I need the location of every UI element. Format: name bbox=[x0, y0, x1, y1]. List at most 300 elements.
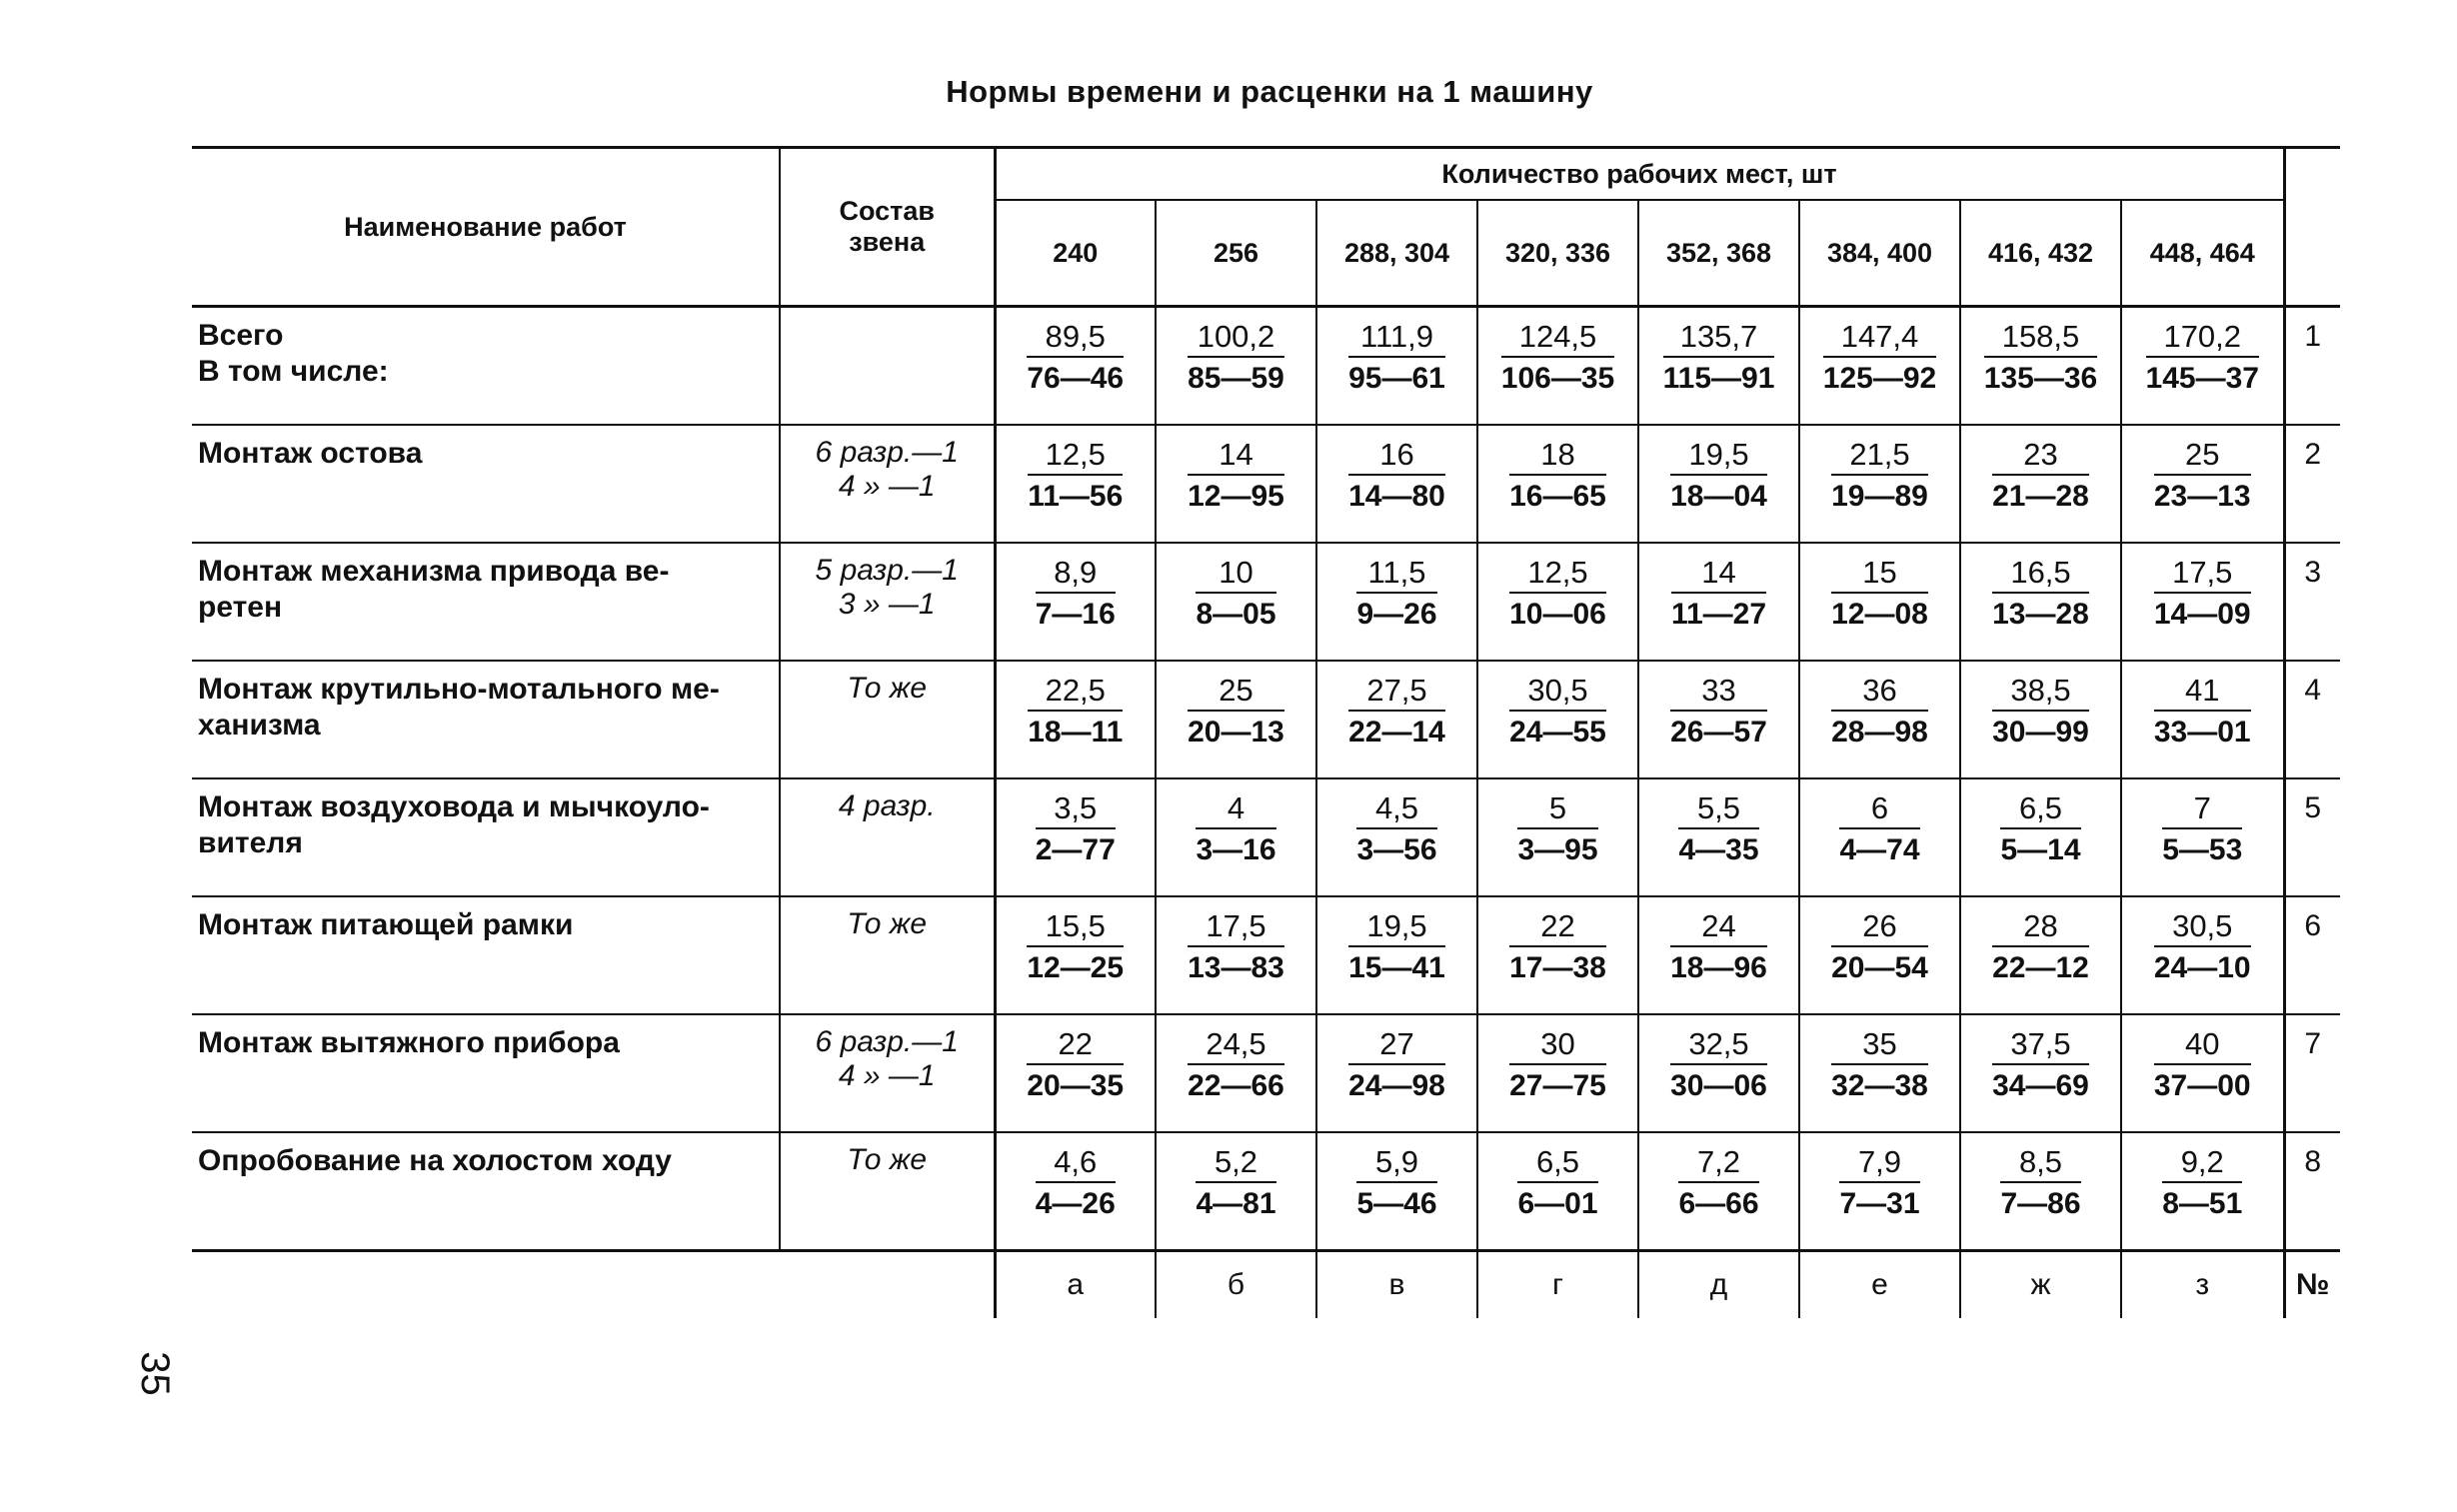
table-row bbox=[192, 543, 2340, 661]
norm-rate-fraction bbox=[1036, 556, 1116, 634]
value-cell bbox=[995, 307, 1156, 426]
value-cell bbox=[2121, 1132, 2284, 1251]
crew-line: 4 разр. bbox=[838, 789, 936, 822]
value-cell bbox=[1156, 661, 1316, 778]
norm-rate-fraction bbox=[1188, 438, 1284, 516]
time-norm: 30 bbox=[1509, 1027, 1606, 1065]
price-rate: 14—80 bbox=[1348, 480, 1445, 513]
row-number: 7 bbox=[2284, 1014, 2340, 1132]
row-number: 4 bbox=[2284, 661, 2340, 778]
row-number: 2 bbox=[2284, 425, 2340, 543]
crew-line: То же bbox=[847, 1143, 928, 1176]
crew-line: 6 разр.—1 bbox=[815, 436, 959, 469]
header-column: 352, 368 bbox=[1638, 200, 1799, 307]
time-norm: 21,5 bbox=[1831, 438, 1928, 476]
norm-rate-fraction bbox=[1188, 674, 1284, 752]
norm-rate-fraction bbox=[1671, 556, 1766, 634]
norm-rate-fraction bbox=[1831, 909, 1928, 987]
column-letter: а bbox=[995, 1251, 1156, 1319]
time-norm: 6 bbox=[1839, 791, 1919, 829]
price-rate: 20—35 bbox=[1027, 1069, 1125, 1102]
price-rate: 13—83 bbox=[1188, 951, 1284, 984]
value-cell bbox=[1316, 778, 1477, 896]
norm-rate-fraction bbox=[2154, 909, 2251, 987]
table-row bbox=[192, 1014, 2340, 1132]
norm-rate-fraction bbox=[2154, 1027, 2251, 1105]
value-cell bbox=[1960, 661, 2121, 778]
header-workplaces-count: Количество рабочих мест, шт bbox=[995, 148, 2284, 201]
time-norm: 35 bbox=[1831, 1027, 1928, 1065]
price-rate: 32—38 bbox=[1831, 1069, 1928, 1102]
crew-cell bbox=[780, 896, 995, 1014]
work-name-line: Всего bbox=[198, 319, 284, 352]
time-norm: 111,9 bbox=[1348, 320, 1445, 358]
norm-rate-fraction bbox=[1196, 1145, 1275, 1223]
norm-rate-fraction bbox=[1992, 438, 2089, 516]
value-cell bbox=[1316, 425, 1477, 543]
price-rate: 4—74 bbox=[1839, 833, 1920, 866]
price-rate: 8—05 bbox=[1196, 598, 1276, 631]
time-norm: 5 bbox=[1517, 791, 1597, 829]
time-norm: 19,5 bbox=[1348, 909, 1445, 947]
time-norm: 38,5 bbox=[1992, 674, 2089, 712]
value-cell bbox=[1799, 543, 1960, 661]
norm-rate-fraction bbox=[1348, 320, 1445, 398]
norm-rate-fraction bbox=[1678, 791, 1758, 869]
time-norm: 25 bbox=[1188, 674, 1284, 712]
time-norm: 6,5 bbox=[2000, 791, 2080, 829]
price-rate: 18—11 bbox=[1028, 716, 1124, 749]
crew-line: То же bbox=[847, 672, 928, 705]
price-rate: 115—91 bbox=[1662, 362, 1775, 395]
price-rate: 28—98 bbox=[1831, 716, 1928, 749]
value-cell bbox=[2121, 661, 2284, 778]
time-norm: 4 bbox=[1196, 791, 1275, 829]
price-rate: 12—25 bbox=[1027, 951, 1125, 984]
price-rate: 15—41 bbox=[1348, 951, 1445, 984]
norm-rate-fraction bbox=[1831, 674, 1928, 752]
norm-rate-fraction bbox=[1984, 320, 2097, 398]
time-norm: 5,5 bbox=[1678, 791, 1758, 829]
norm-rate-fraction bbox=[1348, 438, 1445, 516]
value-cell bbox=[1316, 1132, 1477, 1251]
time-norm: 37,5 bbox=[1992, 1027, 2089, 1065]
value-cell bbox=[1960, 1014, 2121, 1132]
norm-rate-fraction bbox=[1992, 674, 2089, 752]
work-name-line: Монтаж вытяжного прибора bbox=[198, 1026, 620, 1059]
norm-rate-fraction bbox=[1517, 1145, 1597, 1223]
norm-rate-fraction bbox=[1509, 909, 1606, 987]
norm-rate-fraction bbox=[2000, 791, 2080, 869]
value-cell bbox=[1960, 425, 2121, 543]
norm-rate-fraction bbox=[1839, 1145, 1919, 1223]
work-name-cell bbox=[192, 896, 780, 1014]
price-rate: 85—59 bbox=[1188, 362, 1284, 395]
crew-line: 4 » —1 bbox=[838, 1059, 936, 1092]
work-name-line: Монтаж крутильно-мотального ме- bbox=[198, 673, 720, 706]
work-name-cell bbox=[192, 661, 780, 778]
price-rate: 76—46 bbox=[1027, 362, 1125, 395]
time-norm: 9,2 bbox=[2162, 1145, 2242, 1183]
price-rate: 9—26 bbox=[1356, 598, 1437, 631]
norm-rate-fraction bbox=[2162, 791, 2242, 869]
price-rate: 34—69 bbox=[1992, 1069, 2089, 1102]
price-rate: 10—06 bbox=[1509, 598, 1606, 631]
norm-rate-fraction bbox=[2154, 674, 2251, 752]
norm-rate-fraction bbox=[1027, 1027, 1124, 1105]
norm-rate-fraction bbox=[2162, 1145, 2242, 1223]
time-norm: 18 bbox=[1509, 438, 1606, 476]
value-cell bbox=[2121, 896, 2284, 1014]
price-rate: 95—61 bbox=[1348, 362, 1445, 395]
crew-cell bbox=[780, 661, 995, 778]
norm-rate-fraction bbox=[1509, 674, 1606, 752]
price-rate: 21—28 bbox=[1992, 480, 2089, 513]
price-rate: 20—54 bbox=[1831, 951, 1928, 984]
value-cell bbox=[995, 1014, 1156, 1132]
time-norm: 158,5 bbox=[1984, 320, 2097, 358]
norm-rate-fraction bbox=[2000, 1145, 2080, 1223]
price-rate: 16—65 bbox=[1509, 480, 1606, 513]
norm-rate-fraction bbox=[1823, 320, 1936, 398]
work-name-cell bbox=[192, 425, 780, 543]
value-cell bbox=[1316, 307, 1477, 426]
value-cell bbox=[1316, 1014, 1477, 1132]
time-norm: 14 bbox=[1671, 556, 1766, 594]
value-cell bbox=[1638, 1014, 1799, 1132]
time-norm: 11,5 bbox=[1356, 556, 1436, 594]
time-norm: 8,9 bbox=[1036, 556, 1116, 594]
time-norm: 17,5 bbox=[2154, 556, 2251, 594]
norm-rate-fraction bbox=[1678, 1145, 1758, 1223]
time-norm: 22 bbox=[1027, 1027, 1124, 1065]
price-rate: 18—96 bbox=[1670, 951, 1767, 984]
header-column: 384, 400 bbox=[1799, 200, 1960, 307]
value-cell bbox=[1477, 1014, 1638, 1132]
value-cell bbox=[995, 543, 1156, 661]
norms-table bbox=[192, 146, 2340, 1318]
value-cell bbox=[1799, 1014, 1960, 1132]
value-cell bbox=[1156, 778, 1316, 896]
time-norm: 8,5 bbox=[2000, 1145, 2080, 1183]
norm-rate-fraction bbox=[1196, 556, 1275, 634]
norm-rate-fraction bbox=[2146, 320, 2259, 398]
time-norm: 27 bbox=[1348, 1027, 1445, 1065]
value-cell bbox=[1156, 543, 1316, 661]
time-norm: 15 bbox=[1831, 556, 1928, 594]
crew-cell bbox=[780, 1014, 995, 1132]
time-norm: 33 bbox=[1670, 674, 1767, 712]
value-cell bbox=[2121, 1014, 2284, 1132]
price-rate: 37—00 bbox=[2153, 1069, 2251, 1102]
time-norm: 170,2 bbox=[2146, 320, 2259, 358]
column-letter: д bbox=[1638, 1251, 1799, 1319]
header-column: 256 bbox=[1156, 200, 1316, 307]
value-cell bbox=[1638, 1132, 1799, 1251]
price-rate: 5—14 bbox=[2000, 833, 2081, 866]
value-cell bbox=[1799, 1132, 1960, 1251]
time-norm: 15,5 bbox=[1027, 909, 1124, 947]
crew-line: 5 разр.—1 bbox=[815, 554, 959, 587]
header-column: 320, 336 bbox=[1477, 200, 1638, 307]
norm-rate-fraction bbox=[1992, 556, 2089, 634]
norm-rate-fraction bbox=[2154, 438, 2251, 516]
price-rate: 22—14 bbox=[1348, 716, 1445, 749]
column-letter: в bbox=[1316, 1251, 1477, 1319]
value-cell bbox=[1156, 1132, 1316, 1251]
price-rate: 17—38 bbox=[1509, 951, 1606, 984]
price-rate: 19—89 bbox=[1831, 480, 1928, 513]
time-norm: 14 bbox=[1188, 438, 1284, 476]
norm-rate-fraction bbox=[1831, 438, 1928, 516]
norm-rate-fraction bbox=[1517, 791, 1597, 869]
price-rate: 22—12 bbox=[1992, 951, 2089, 984]
value-cell bbox=[2121, 543, 2284, 661]
value-cell bbox=[1638, 543, 1799, 661]
work-name-line: В том числе: bbox=[198, 355, 389, 388]
time-norm: 26 bbox=[1831, 909, 1928, 947]
price-rate: 6—66 bbox=[1678, 1187, 1759, 1220]
price-rate: 3—56 bbox=[1356, 833, 1437, 866]
time-norm: 7,9 bbox=[1839, 1145, 1919, 1183]
work-name-line: Монтаж остова bbox=[198, 437, 423, 470]
work-name-cell bbox=[192, 307, 780, 426]
price-rate: 7—31 bbox=[1839, 1187, 1920, 1220]
time-norm: 12,5 bbox=[1509, 556, 1606, 594]
value-cell bbox=[1799, 896, 1960, 1014]
header-column: 288, 304 bbox=[1316, 200, 1477, 307]
work-name-line: ретен bbox=[198, 591, 283, 624]
norm-rate-fraction bbox=[1501, 320, 1614, 398]
price-rate: 125—92 bbox=[1822, 362, 1937, 395]
value-cell bbox=[1477, 1132, 1638, 1251]
time-norm: 7,2 bbox=[1678, 1145, 1758, 1183]
time-norm: 6,5 bbox=[1517, 1145, 1597, 1183]
price-rate: 7—16 bbox=[1035, 598, 1116, 631]
value-cell bbox=[1316, 896, 1477, 1014]
price-rate: 27—75 bbox=[1509, 1069, 1606, 1102]
work-name-line: Опробование на холостом ходу bbox=[198, 1144, 672, 1177]
table-row bbox=[192, 425, 2340, 543]
value-cell bbox=[1156, 896, 1316, 1014]
value-cell bbox=[1960, 543, 2121, 661]
time-norm: 7 bbox=[2162, 791, 2242, 829]
norm-rate-fraction bbox=[1356, 1145, 1436, 1223]
price-rate: 23—13 bbox=[2153, 480, 2251, 513]
norm-rate-fraction bbox=[1670, 674, 1767, 752]
value-cell bbox=[1799, 425, 1960, 543]
value-cell bbox=[1638, 778, 1799, 896]
price-rate: 4—81 bbox=[1196, 1187, 1276, 1220]
price-rate: 11—56 bbox=[1028, 480, 1124, 513]
value-cell bbox=[1316, 543, 1477, 661]
footer-blank bbox=[192, 1251, 780, 1319]
value-cell bbox=[1638, 896, 1799, 1014]
table-row bbox=[192, 661, 2340, 778]
price-rate: 24—98 bbox=[1348, 1069, 1445, 1102]
value-cell bbox=[1477, 896, 1638, 1014]
norm-rate-fraction bbox=[1831, 556, 1928, 634]
work-name-cell bbox=[192, 1132, 780, 1251]
price-rate: 30—06 bbox=[1670, 1069, 1767, 1102]
value-cell bbox=[1156, 307, 1316, 426]
row-number: 6 bbox=[2284, 896, 2340, 1014]
value-cell bbox=[1477, 661, 1638, 778]
header-crew bbox=[780, 148, 995, 307]
header-column: 448, 464 bbox=[2121, 200, 2284, 307]
price-rate: 3—95 bbox=[1517, 833, 1598, 866]
price-rate: 4—35 bbox=[1678, 833, 1759, 866]
column-letter: ж bbox=[1960, 1251, 2121, 1319]
norm-rate-fraction bbox=[1992, 1027, 2089, 1105]
norm-rate-fraction bbox=[1992, 909, 2089, 987]
time-norm: 147,4 bbox=[1823, 320, 1936, 358]
price-rate: 12—95 bbox=[1188, 480, 1284, 513]
norm-rate-fraction bbox=[1348, 674, 1445, 752]
time-norm: 17,5 bbox=[1188, 909, 1284, 947]
price-rate: 12—08 bbox=[1831, 598, 1928, 631]
norm-rate-fraction bbox=[1509, 438, 1606, 516]
value-cell bbox=[1960, 896, 2121, 1014]
norm-rate-fraction bbox=[1670, 1027, 1767, 1105]
value-cell bbox=[1960, 1132, 2121, 1251]
row-number: 8 bbox=[2284, 1132, 2340, 1251]
norm-rate-fraction bbox=[1509, 1027, 1606, 1105]
crew-cell bbox=[780, 543, 995, 661]
time-norm: 5,9 bbox=[1356, 1145, 1436, 1183]
crew-cell bbox=[780, 307, 995, 426]
work-name-line: ханизма bbox=[198, 709, 321, 742]
column-letter: е bbox=[1799, 1251, 1960, 1319]
value-cell bbox=[2121, 425, 2284, 543]
price-rate: 18—04 bbox=[1670, 480, 1767, 513]
norm-rate-fraction bbox=[1188, 1027, 1284, 1105]
value-cell bbox=[1477, 778, 1638, 896]
price-rate: 20—13 bbox=[1188, 716, 1284, 749]
price-rate: 6—01 bbox=[1517, 1187, 1598, 1220]
norm-rate-fraction bbox=[1188, 909, 1284, 987]
norm-rate-fraction bbox=[1028, 674, 1123, 752]
header-row-number bbox=[2284, 148, 2340, 307]
work-name-cell bbox=[192, 1014, 780, 1132]
value-cell bbox=[1638, 307, 1799, 426]
time-norm: 23 bbox=[1992, 438, 2089, 476]
column-letter: б bbox=[1156, 1251, 1316, 1319]
work-name-line: вителя bbox=[198, 826, 303, 859]
crew-line: То же bbox=[847, 907, 928, 940]
value-cell bbox=[2121, 778, 2284, 896]
value-cell bbox=[1477, 425, 1638, 543]
value-cell bbox=[1638, 425, 1799, 543]
price-rate: 2—77 bbox=[1035, 833, 1116, 866]
table-row bbox=[192, 307, 2340, 426]
norm-rate-fraction bbox=[2154, 556, 2251, 634]
value-cell bbox=[1156, 1014, 1316, 1132]
header-column: 240 bbox=[995, 200, 1156, 307]
price-rate: 33—01 bbox=[2153, 716, 2251, 749]
value-cell bbox=[1960, 778, 2121, 896]
work-name-line: Монтаж питающей рамки bbox=[198, 908, 574, 941]
norm-rate-fraction bbox=[1348, 909, 1445, 987]
table-row bbox=[192, 896, 2340, 1014]
work-name-line: Монтаж воздуховода и мычкоуло- bbox=[198, 790, 710, 823]
price-rate: 106—35 bbox=[1500, 362, 1615, 395]
column-letters-row bbox=[192, 1251, 2340, 1319]
norm-rate-fraction bbox=[1839, 791, 1919, 869]
table-title: Нормы времени и расценки на 1 машину bbox=[946, 74, 1593, 109]
value-cell bbox=[2121, 307, 2284, 426]
time-norm: 135,7 bbox=[1663, 320, 1775, 358]
price-rate: 4—26 bbox=[1035, 1187, 1116, 1220]
price-rate: 24—55 bbox=[1509, 716, 1606, 749]
price-rate: 135—36 bbox=[1983, 362, 2098, 395]
time-norm: 5,2 bbox=[1196, 1145, 1275, 1183]
norm-rate-fraction bbox=[1356, 556, 1436, 634]
value-cell bbox=[1156, 425, 1316, 543]
work-name-cell bbox=[192, 778, 780, 896]
price-rate: 24—10 bbox=[2153, 951, 2251, 984]
value-cell bbox=[1477, 543, 1638, 661]
norm-rate-fraction bbox=[1188, 320, 1284, 398]
time-norm: 27,5 bbox=[1348, 674, 1445, 712]
norm-rate-fraction bbox=[1670, 909, 1767, 987]
time-norm: 16 bbox=[1348, 438, 1445, 476]
norm-rate-fraction bbox=[1027, 909, 1124, 987]
norm-rate-fraction bbox=[1348, 1027, 1445, 1105]
norm-rate-fraction bbox=[1356, 791, 1436, 869]
time-norm: 36 bbox=[1831, 674, 1928, 712]
time-norm: 4,6 bbox=[1036, 1145, 1116, 1183]
row-number: 5 bbox=[2284, 778, 2340, 896]
column-letter: з bbox=[2121, 1251, 2284, 1319]
value-cell bbox=[995, 896, 1156, 1014]
column-letter: г bbox=[1477, 1251, 1638, 1319]
value-cell bbox=[1638, 661, 1799, 778]
header-column: 416, 432 bbox=[1960, 200, 2121, 307]
time-norm: 30,5 bbox=[2154, 909, 2251, 947]
time-norm: 3,5 bbox=[1036, 791, 1116, 829]
time-norm: 40 bbox=[2154, 1027, 2251, 1065]
time-norm: 10 bbox=[1196, 556, 1275, 594]
header-crew-line: Состав bbox=[839, 196, 935, 226]
norm-rate-fraction bbox=[1663, 320, 1775, 398]
time-norm: 22,5 bbox=[1028, 674, 1123, 712]
page-number: 35 bbox=[132, 1351, 177, 1396]
norm-rate-fraction bbox=[1036, 791, 1116, 869]
price-rate: 22—66 bbox=[1188, 1069, 1284, 1102]
time-norm: 124,5 bbox=[1501, 320, 1614, 358]
time-norm: 24,5 bbox=[1188, 1027, 1284, 1065]
price-rate: 13—28 bbox=[1992, 598, 2089, 631]
row-number: 1 bbox=[2284, 307, 2340, 426]
header-work-name: Наименование работ bbox=[192, 148, 780, 307]
work-name-line: Монтаж механизма привода ве- bbox=[198, 555, 670, 588]
value-cell bbox=[1799, 307, 1960, 426]
norm-rate-fraction bbox=[1670, 438, 1767, 516]
value-cell bbox=[1799, 778, 1960, 896]
price-rate: 8—51 bbox=[2162, 1187, 2243, 1220]
time-norm: 41 bbox=[2154, 674, 2251, 712]
row-number: 3 bbox=[2284, 543, 2340, 661]
price-rate: 26—57 bbox=[1670, 716, 1767, 749]
value-cell bbox=[995, 778, 1156, 896]
time-norm: 24 bbox=[1670, 909, 1767, 947]
value-cell bbox=[1960, 307, 2121, 426]
crew-cell bbox=[780, 1132, 995, 1251]
time-norm: 32,5 bbox=[1670, 1027, 1767, 1065]
number-sign: № bbox=[2296, 1268, 2330, 1301]
crew-cell bbox=[780, 425, 995, 543]
